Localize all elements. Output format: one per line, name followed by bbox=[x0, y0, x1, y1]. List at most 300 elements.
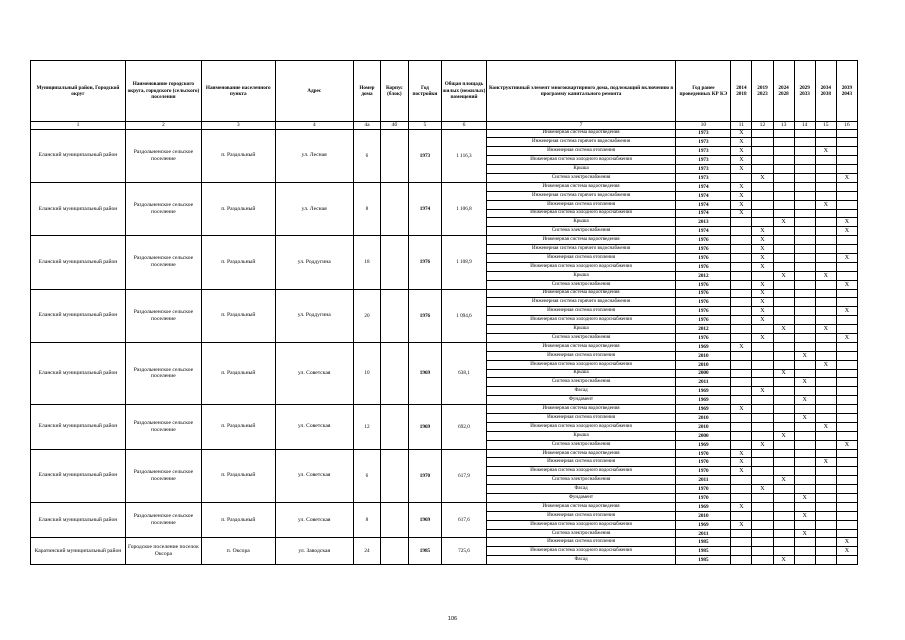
period-1-cell bbox=[731, 556, 752, 565]
element-cell: Инженерная система горячего водоснабжения bbox=[486, 138, 676, 147]
period-3-cell bbox=[773, 191, 794, 200]
prev-repair-year-cell: 1969 bbox=[676, 396, 731, 405]
period-3-cell bbox=[773, 289, 794, 298]
period-5-cell bbox=[815, 156, 836, 165]
prev-repair-year-cell: 2000 bbox=[676, 369, 731, 378]
period-2-cell bbox=[752, 494, 773, 503]
period-1-cell bbox=[731, 236, 752, 245]
element-cell: Инженерная система холодного водоснабжения bbox=[486, 422, 676, 431]
period-6-cell bbox=[836, 414, 857, 423]
period-6-cell bbox=[836, 156, 857, 165]
element-cell: Инженерная система водоотведения bbox=[486, 289, 676, 298]
period-5-cell bbox=[815, 520, 836, 529]
period-6-cell bbox=[836, 351, 857, 360]
header-address: Адрес bbox=[275, 61, 353, 122]
period-1-cell: X bbox=[731, 458, 752, 467]
locality-cell: п. Раздольный bbox=[201, 289, 275, 342]
period-6-cell bbox=[836, 147, 857, 156]
column-number-cell: 11 bbox=[731, 122, 752, 130]
header-element: Конструктивный элемент многоквартирного дома, подлежащий включению в программу капитального ремонта bbox=[486, 61, 676, 122]
settlement-cell: Раздольненское сельское поселение bbox=[125, 129, 201, 182]
element-cell: Инженерная система отопления bbox=[486, 458, 676, 467]
period-4-cell bbox=[794, 547, 815, 556]
period-3-cell bbox=[773, 236, 794, 245]
period-2-cell bbox=[752, 405, 773, 414]
element-cell: Инженерная система отопления bbox=[486, 200, 676, 209]
period-4-cell bbox=[794, 236, 815, 245]
period-6-cell: X bbox=[836, 280, 857, 289]
period-2-cell: X bbox=[752, 289, 773, 298]
period-5-cell bbox=[815, 369, 836, 378]
table-row bbox=[31, 289, 858, 298]
period-1-cell bbox=[731, 289, 752, 298]
block-cell bbox=[381, 129, 408, 182]
year-built-cell: 1976 bbox=[408, 236, 442, 289]
prev-repair-year-cell: 2012 bbox=[676, 271, 731, 280]
element-cell: Инженерная система водоотведения bbox=[486, 405, 676, 414]
period-5-cell bbox=[815, 165, 836, 174]
period-6-cell: X bbox=[836, 538, 857, 547]
period-5-cell: X bbox=[815, 458, 836, 467]
period-3-cell bbox=[773, 414, 794, 423]
element-cell: Фасад bbox=[486, 485, 676, 494]
element-cell: Инженерная система водоотведения bbox=[486, 182, 676, 191]
table-row bbox=[31, 449, 858, 458]
prev-repair-year-cell: 2010 bbox=[676, 422, 731, 431]
period-3-cell bbox=[773, 253, 794, 262]
element-cell: Крыша bbox=[486, 165, 676, 174]
period-1-cell bbox=[731, 316, 752, 325]
header-district: Муниципальный район, Городской округ bbox=[31, 61, 126, 122]
period-1-cell bbox=[731, 245, 752, 254]
period-6-cell: X bbox=[836, 218, 857, 227]
address-cell: ул. Лесная bbox=[275, 129, 353, 182]
period-5-cell bbox=[815, 218, 836, 227]
period-5-cell bbox=[815, 227, 836, 236]
period-6-cell bbox=[836, 209, 857, 218]
period-5-cell bbox=[815, 307, 836, 316]
element-cell: Система электроснабжения bbox=[486, 440, 676, 449]
period-3-cell bbox=[773, 262, 794, 271]
table-body bbox=[31, 129, 858, 565]
prev-repair-year-cell: 2010 bbox=[676, 511, 731, 520]
prev-repair-year-cell: 1973 bbox=[676, 129, 731, 138]
period-1-cell bbox=[731, 414, 752, 423]
district-cell: Еланский муниципальный район bbox=[31, 289, 126, 342]
address-cell: ул. Советская bbox=[275, 405, 353, 449]
area-cell: 692,0 bbox=[442, 405, 486, 449]
period-1-cell: X bbox=[731, 165, 752, 174]
column-number-cell: 10 bbox=[676, 122, 731, 130]
header-prev-repair-year: Год ранее проведенных КР КЭ bbox=[676, 61, 731, 122]
period-3-cell bbox=[773, 227, 794, 236]
block-cell bbox=[381, 236, 408, 289]
period-4-cell bbox=[794, 271, 815, 280]
period-4-cell bbox=[794, 431, 815, 440]
period-2-cell bbox=[752, 396, 773, 405]
period-2-cell: X bbox=[752, 280, 773, 289]
header-period-5: 2034 2038 bbox=[815, 61, 836, 122]
period-5-cell bbox=[815, 511, 836, 520]
period-3-cell bbox=[773, 405, 794, 414]
element-cell: Инженерная система холодного водоснабжения bbox=[486, 262, 676, 271]
period-1-cell: X bbox=[731, 467, 752, 476]
period-3-cell bbox=[773, 529, 794, 538]
period-3-cell bbox=[773, 467, 794, 476]
district-cell: Каратинский муниципальный район bbox=[31, 538, 126, 565]
period-6-cell bbox=[836, 378, 857, 387]
table-row bbox=[31, 182, 858, 191]
period-1-cell bbox=[731, 485, 752, 494]
period-3-cell bbox=[773, 351, 794, 360]
period-2-cell bbox=[752, 458, 773, 467]
period-3-cell: X bbox=[773, 556, 794, 565]
period-1-cell bbox=[731, 494, 752, 503]
year-built-cell: 1969 bbox=[408, 342, 442, 404]
house-number-cell: 8 bbox=[353, 502, 380, 538]
capital-repair-table bbox=[30, 60, 858, 565]
period-2-cell bbox=[752, 476, 773, 485]
period-6-cell: X bbox=[836, 307, 857, 316]
period-1-cell bbox=[731, 378, 752, 387]
header-period-6: 2039 2043 bbox=[836, 61, 857, 122]
period-5-cell bbox=[815, 173, 836, 182]
period-5-cell bbox=[815, 476, 836, 485]
period-1-cell bbox=[731, 218, 752, 227]
period-1-cell bbox=[731, 440, 752, 449]
period-5-cell bbox=[815, 182, 836, 191]
period-2-cell bbox=[752, 165, 773, 174]
prev-repair-year-cell: 1969 bbox=[676, 342, 731, 351]
block-cell bbox=[381, 342, 408, 404]
period-3-cell bbox=[773, 209, 794, 218]
house-number-cell: 10 bbox=[353, 342, 380, 404]
period-4-cell bbox=[794, 556, 815, 565]
prev-repair-year-cell: 1973 bbox=[676, 147, 731, 156]
period-5-cell bbox=[815, 378, 836, 387]
locality-cell: п. Раздольный bbox=[201, 236, 275, 289]
period-3-cell bbox=[773, 449, 794, 458]
address-cell: ул. Советская bbox=[275, 449, 353, 502]
program-table-sheet bbox=[30, 60, 858, 565]
table-row bbox=[31, 538, 858, 547]
header-period-1: 2014 2018 bbox=[731, 61, 752, 122]
area-cell: 638,1 bbox=[442, 342, 486, 404]
period-5-cell bbox=[815, 253, 836, 262]
period-2-cell: X bbox=[752, 227, 773, 236]
period-5-cell bbox=[815, 209, 836, 218]
period-6-cell bbox=[836, 360, 857, 369]
period-1-cell bbox=[731, 227, 752, 236]
column-number-cell: 15 bbox=[815, 122, 836, 130]
prev-repair-year-cell: 2012 bbox=[676, 325, 731, 334]
column-number-cell: 3 bbox=[201, 122, 275, 130]
locality-cell: п. Раздольный bbox=[201, 129, 275, 182]
address-cell: ул. Роддугина bbox=[275, 289, 353, 342]
prev-repair-year-cell: 2000 bbox=[676, 431, 731, 440]
period-2-cell: X bbox=[752, 440, 773, 449]
column-number-cell: 12 bbox=[752, 122, 773, 130]
period-6-cell bbox=[836, 182, 857, 191]
element-cell: Инженерная система водоотведения bbox=[486, 449, 676, 458]
prev-repair-year-cell: 1969 bbox=[676, 520, 731, 529]
column-number-cell: 1 bbox=[31, 122, 126, 130]
period-6-cell bbox=[836, 138, 857, 147]
block-cell bbox=[381, 502, 408, 538]
year-built-cell: 1970 bbox=[408, 449, 442, 502]
block-cell bbox=[381, 538, 408, 565]
period-1-cell bbox=[731, 369, 752, 378]
period-4-cell bbox=[794, 307, 815, 316]
element-cell: Инженерная система отопления bbox=[486, 147, 676, 156]
district-cell: Еланский муниципальный район bbox=[31, 405, 126, 449]
locality-cell: п. Раздольный bbox=[201, 502, 275, 538]
address-cell: ул. Советская bbox=[275, 502, 353, 538]
element-cell: Инженерная система отопления bbox=[486, 511, 676, 520]
period-6-cell bbox=[836, 165, 857, 174]
settlement-cell: Раздольненское сельское поселение bbox=[125, 182, 201, 235]
period-6-cell bbox=[836, 200, 857, 209]
page-number: 106 bbox=[447, 616, 458, 622]
period-6-cell bbox=[836, 129, 857, 138]
period-5-cell bbox=[815, 298, 836, 307]
period-2-cell bbox=[752, 431, 773, 440]
period-4-cell bbox=[794, 316, 815, 325]
period-4-cell bbox=[794, 467, 815, 476]
period-5-cell bbox=[815, 467, 836, 476]
element-cell: Система электроснабжения bbox=[486, 333, 676, 342]
prev-repair-year-cell: 1969 bbox=[676, 502, 731, 511]
prev-repair-year-cell: 1974 bbox=[676, 200, 731, 209]
period-1-cell bbox=[731, 262, 752, 271]
settlement-cell: Раздольненское сельское поселение bbox=[125, 449, 201, 502]
prev-repair-year-cell: 1976 bbox=[676, 289, 731, 298]
period-3-cell bbox=[773, 360, 794, 369]
element-cell: Инженерная система водоотведения bbox=[486, 236, 676, 245]
element-cell: Инженерная система отопления bbox=[486, 351, 676, 360]
period-2-cell: X bbox=[752, 245, 773, 254]
period-1-cell bbox=[731, 476, 752, 485]
prev-repair-year-cell: 1974 bbox=[676, 191, 731, 200]
period-5-cell bbox=[815, 547, 836, 556]
period-6-cell bbox=[836, 476, 857, 485]
period-4-cell bbox=[794, 156, 815, 165]
period-2-cell: X bbox=[752, 387, 773, 396]
element-cell: Крыша bbox=[486, 271, 676, 280]
period-6-cell: X bbox=[836, 227, 857, 236]
period-1-cell bbox=[731, 325, 752, 334]
period-5-cell bbox=[815, 449, 836, 458]
element-cell: Система электроснабжения bbox=[486, 173, 676, 182]
period-4-cell bbox=[794, 325, 815, 334]
period-5-cell: X bbox=[815, 200, 836, 209]
locality-cell: п. Раздольный bbox=[201, 449, 275, 502]
element-cell: Система электроснабжения bbox=[486, 476, 676, 485]
period-4-cell bbox=[794, 289, 815, 298]
period-4-cell bbox=[794, 342, 815, 351]
period-3-cell: X bbox=[773, 476, 794, 485]
period-1-cell bbox=[731, 253, 752, 262]
period-4-cell bbox=[794, 200, 815, 209]
element-cell: Система электроснабжения bbox=[486, 378, 676, 387]
period-4-cell bbox=[794, 360, 815, 369]
period-5-cell bbox=[815, 396, 836, 405]
period-5-cell bbox=[815, 351, 836, 360]
period-3-cell bbox=[773, 387, 794, 396]
period-6-cell bbox=[836, 556, 857, 565]
element-cell: Фасад bbox=[486, 387, 676, 396]
period-1-cell bbox=[731, 271, 752, 280]
prev-repair-year-cell: 1970 bbox=[676, 449, 731, 458]
house-number-cell: 6 bbox=[353, 129, 380, 182]
element-cell: Инженерная система горячего водоснабжения bbox=[486, 191, 676, 200]
period-2-cell bbox=[752, 467, 773, 476]
prev-repair-year-cell: 1970 bbox=[676, 467, 731, 476]
period-1-cell: X bbox=[731, 209, 752, 218]
period-1-cell: X bbox=[731, 200, 752, 209]
period-5-cell bbox=[815, 129, 836, 138]
period-2-cell: X bbox=[752, 236, 773, 245]
period-2-cell bbox=[752, 218, 773, 227]
period-6-cell bbox=[836, 449, 857, 458]
period-3-cell bbox=[773, 138, 794, 147]
element-cell: Фундамент bbox=[486, 494, 676, 503]
period-4-cell: X bbox=[794, 511, 815, 520]
period-4-cell: X bbox=[794, 494, 815, 503]
period-1-cell bbox=[731, 396, 752, 405]
period-3-cell bbox=[773, 538, 794, 547]
period-4-cell bbox=[794, 333, 815, 342]
period-4-cell: X bbox=[794, 396, 815, 405]
period-5-cell bbox=[815, 191, 836, 200]
period-5-cell: X bbox=[815, 360, 836, 369]
period-4-cell bbox=[794, 253, 815, 262]
period-4-cell bbox=[794, 191, 815, 200]
period-1-cell: X bbox=[731, 520, 752, 529]
house-number-cell: 20 bbox=[353, 289, 380, 342]
period-6-cell bbox=[836, 271, 857, 280]
table-row bbox=[31, 129, 858, 138]
prev-repair-year-cell: 2010 bbox=[676, 351, 731, 360]
period-6-cell bbox=[836, 494, 857, 503]
prev-repair-year-cell: 1985 bbox=[676, 547, 731, 556]
prev-repair-year-cell: 1969 bbox=[676, 387, 731, 396]
period-2-cell bbox=[752, 325, 773, 334]
period-4-cell bbox=[794, 182, 815, 191]
year-built-cell: 1985 bbox=[408, 538, 442, 565]
district-cell: Еланский муниципальный район bbox=[31, 342, 126, 404]
settlement-cell: Раздольненское сельское поселение bbox=[125, 502, 201, 538]
period-3-cell bbox=[773, 440, 794, 449]
prev-repair-year-cell: 1973 bbox=[676, 138, 731, 147]
period-4-cell bbox=[794, 476, 815, 485]
element-cell: Инженерная система водоотведения bbox=[486, 129, 676, 138]
period-6-cell bbox=[836, 316, 857, 325]
prev-repair-year-cell: 1970 bbox=[676, 458, 731, 467]
period-4-cell bbox=[794, 218, 815, 227]
period-6-cell: X bbox=[836, 440, 857, 449]
header-locality: Наименование населенного пункта bbox=[201, 61, 275, 122]
period-6-cell bbox=[836, 245, 857, 254]
header-row bbox=[31, 61, 858, 122]
period-1-cell bbox=[731, 538, 752, 547]
period-3-cell bbox=[773, 520, 794, 529]
period-5-cell bbox=[815, 440, 836, 449]
element-cell: Фасад bbox=[486, 556, 676, 565]
period-5-cell bbox=[815, 245, 836, 254]
header-period-3: 2024 2028 bbox=[773, 61, 794, 122]
period-6-cell bbox=[836, 369, 857, 378]
prev-repair-year-cell: 2013 bbox=[676, 218, 731, 227]
locality-cell: п. Раздольный bbox=[201, 342, 275, 404]
period-1-cell: X bbox=[731, 182, 752, 191]
period-5-cell bbox=[815, 529, 836, 538]
period-5-cell bbox=[815, 485, 836, 494]
element-cell: Крыша bbox=[486, 431, 676, 440]
element-cell: Инженерная система холодного водоснабжения bbox=[486, 547, 676, 556]
settlement-cell: Городское поселение поселок Оксора bbox=[125, 538, 201, 565]
period-4-cell bbox=[794, 502, 815, 511]
period-1-cell bbox=[731, 529, 752, 538]
settlement-cell: Раздольненское сельское поселение bbox=[125, 342, 201, 404]
period-5-cell bbox=[815, 502, 836, 511]
period-3-cell: X bbox=[773, 369, 794, 378]
period-6-cell bbox=[836, 458, 857, 467]
period-3-cell bbox=[773, 458, 794, 467]
element-cell: Система электроснабжения bbox=[486, 529, 676, 538]
address-cell: ул. Роддугина bbox=[275, 236, 353, 289]
period-1-cell bbox=[731, 298, 752, 307]
period-6-cell bbox=[836, 511, 857, 520]
house-number-cell: 6 bbox=[353, 449, 380, 502]
period-2-cell bbox=[752, 200, 773, 209]
period-4-cell bbox=[794, 209, 815, 218]
period-2-cell: X bbox=[752, 316, 773, 325]
district-cell: Еланский муниципальный район bbox=[31, 182, 126, 235]
period-5-cell bbox=[815, 556, 836, 565]
period-4-cell bbox=[794, 227, 815, 236]
prev-repair-year-cell: 2011 bbox=[676, 476, 731, 485]
period-4-cell bbox=[794, 262, 815, 271]
column-number-cell: 4б bbox=[381, 122, 408, 130]
period-1-cell bbox=[731, 173, 752, 182]
period-6-cell: X bbox=[836, 333, 857, 342]
period-5-cell bbox=[815, 138, 836, 147]
prev-repair-year-cell: 1976 bbox=[676, 298, 731, 307]
column-number-cell: 4а bbox=[353, 122, 380, 130]
prev-repair-year-cell: 1976 bbox=[676, 280, 731, 289]
period-2-cell bbox=[752, 422, 773, 431]
period-1-cell: X bbox=[731, 138, 752, 147]
header-area: Общая площадь жилых (нежилых) помещений bbox=[442, 61, 486, 122]
period-2-cell bbox=[752, 129, 773, 138]
area-cell: 1 108,9 bbox=[442, 236, 486, 289]
period-2-cell bbox=[752, 556, 773, 565]
period-4-cell bbox=[794, 280, 815, 289]
period-3-cell: X bbox=[773, 431, 794, 440]
period-2-cell bbox=[752, 369, 773, 378]
element-cell: Инженерная система холодного водоснабжения bbox=[486, 156, 676, 165]
period-2-cell bbox=[752, 538, 773, 547]
period-4-cell bbox=[794, 405, 815, 414]
period-5-cell: X bbox=[815, 422, 836, 431]
period-2-cell bbox=[752, 271, 773, 280]
header-period-2: 2019 2023 bbox=[752, 61, 773, 122]
period-2-cell bbox=[752, 414, 773, 423]
period-5-cell bbox=[815, 414, 836, 423]
element-cell: Инженерная система отопления bbox=[486, 253, 676, 262]
header-block: Корпус (блок) bbox=[381, 61, 408, 122]
